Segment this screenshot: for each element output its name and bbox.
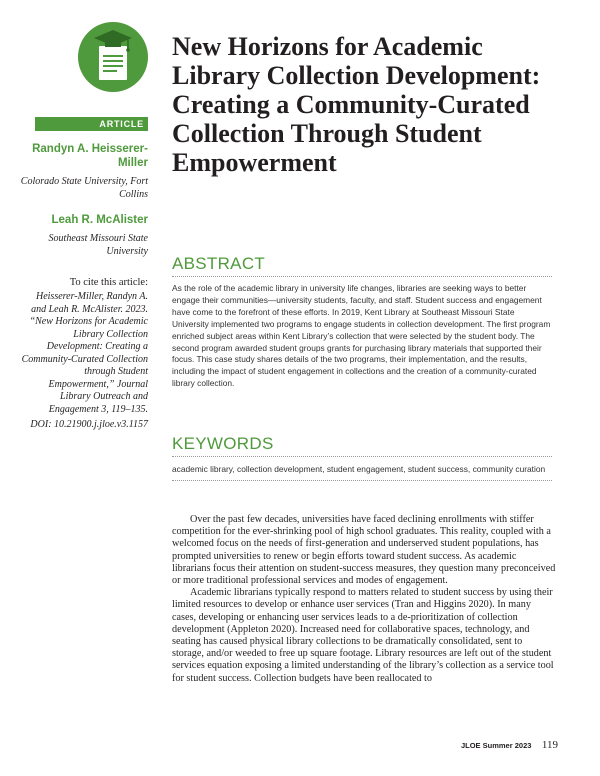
page-footer [380,738,558,753]
keywords-text: academic library, collection development, student engagement, student success, community curation [172,463,552,481]
author-affiliation: Southeast Missouri State University [48,233,148,257]
author-block [20,213,148,258]
author-name: Randyn A. Heisserer-Miller [32,143,148,169]
author-sidebar [20,142,148,432]
author-affiliation: Colorado State University, Fort Collins [20,176,148,200]
abstract-text: As the role of the academic library in university life changes, libraries are seeking ways to better engage their communities—university students, faculty, and staff. Student success and engagement have come to the forefront of these efforts. In 2019, Kent Library at Southeast Missouri State University implemented two programs to engage students in collection development. The first program enriched subject areas within Kent Library’s collection that were selected by the student body. The second program awarded student groups grants for purchasing library materials that supported their focus. This case study shares details of the two programs, their implementation, and the results, including the impact of student engagement in collections and the creation of a community-curated library collection. [172,283,551,389]
body-paragraph: Over the past few decades, universities have faced declining enrollments with stiffer competition for the ever-shrinking pool of high school graduates. This reality, coupled with a welcomed focus on the needs of first-generation and underserved student populations, has prompted universities to renew or begin efforts toward student success. As academic librarians focus their attention on student-success measures, they question many preconceived or more traditional professional services and modes of engagement. [172,514,556,587]
article-title: New Horizons for Academic Library Collection Development: Creating a Community-Curated Collection Through Student Empowerment [172,32,541,177]
page-number: 119 [541,739,558,751]
body-text [172,514,556,685]
abstract-heading: ABSTRACT [172,254,552,277]
author-block [20,142,148,201]
citation-text: Heisserer-Miller, Randyn A. and Leah R. McAlister. 2023. “New Horizons for Academic Library Collection Development: Creating a Community-Curated Collection through Student Empowerment,” Journal Library Outreach and Engagement 3, 119–135. [21,291,148,415]
keywords-heading: KEYWORDS [172,434,552,457]
graduation-cap-document-icon [78,22,148,92]
journal-issue: JLOE Summer 2023 [460,741,532,750]
body-paragraph: Academic librarians typically respond to matters related to student success by using their limited resources to develop or enhance user services (Tran and Higgins 2020). In many cases, developing or enhancing user services leads to a de-prioritization of collection development (Appleton 2020). Increased need for collaborative spaces, technology, and seating has caused physical library collections to be dramatically consolidated, sent to storage, and/or weeded to free up square footage. Library resources are left out of the student services equation exposing a limited understanding of the library’s collection as a service tool for student success. Collection budgets have been reallocated to [172,587,554,684]
article-label: ARTICLE [35,117,148,131]
author-name: Leah R. McAlister [51,214,148,226]
cite-label: To cite this article: [69,277,148,288]
doi-link[interactable]: DOI: 10.21900.j.jloe.v3.1157 [30,419,148,430]
